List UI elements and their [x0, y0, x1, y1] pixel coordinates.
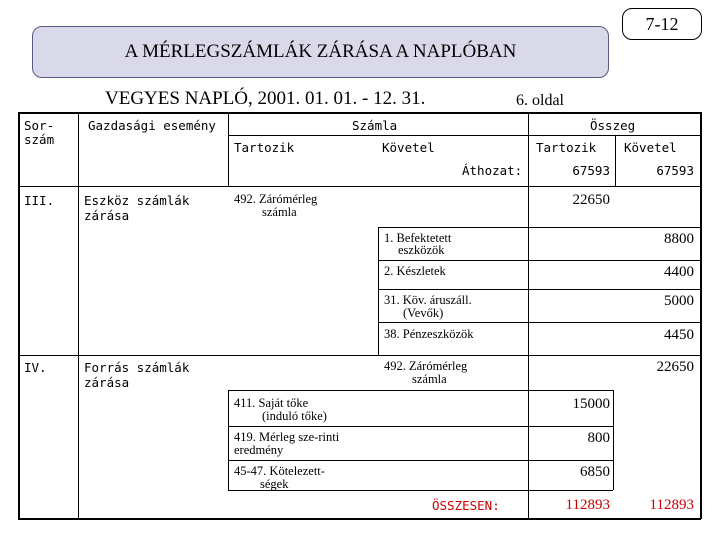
carry-over-label: Áthozat:	[462, 163, 523, 178]
credit-3-amount: 5000	[664, 293, 694, 309]
credit-3-line-2: (Vevők)	[403, 306, 444, 320]
page-label: 6. oldal	[516, 92, 564, 109]
section-4-number: IV.	[24, 360, 47, 375]
debit-2-line-2: eredmény	[234, 443, 284, 457]
credit-4-amount: 4450	[664, 327, 694, 343]
section-4-event-line-1: Forrás számlák	[84, 360, 190, 375]
carry-over-tartozik: 67593	[572, 163, 610, 178]
credit-1-line-1: 1. Befektetett	[384, 231, 452, 245]
header-sorszam-2: szám	[24, 132, 55, 147]
section-4-event-line-2: zárása	[84, 375, 130, 390]
total-kovetel: 112893	[649, 497, 694, 513]
section-3-debit-amount: 22650	[572, 192, 610, 208]
credit-2-line-1: 2. Készletek	[384, 264, 446, 278]
header-osszeg-tartozik: Tartozik	[536, 140, 597, 155]
journal-subtitle: VEGYES NAPLÓ, 2001. 01. 01. - 12. 31.	[105, 88, 426, 109]
header-tartozik: Tartozik	[234, 140, 295, 155]
total-tartozik: 112893	[565, 497, 610, 513]
slide-number: 7-12	[622, 8, 702, 40]
debit-1-line-2: (induló tőke)	[262, 409, 327, 423]
section-3-debit-line-2: számla	[262, 205, 297, 219]
section-3-event-line-1: Eszköz számlák	[84, 193, 190, 208]
section-3-debit-line-1: 492. Zárómérleg	[234, 192, 318, 206]
header-szamla: Számla	[352, 118, 398, 133]
header-gazdasagi-esemeny: Gazdasági esemény	[88, 118, 216, 133]
credit-4-line-1: 38. Pénzeszközök	[384, 327, 474, 341]
section-4-credit-line-1: 492. Zárómérleg	[384, 359, 468, 373]
header-sorszam-1: Sor-	[24, 118, 55, 133]
debit-2-amount: 800	[587, 430, 610, 446]
debit-2-line-1: 419. Mérleg sze-rinti	[234, 430, 340, 444]
header-kovetel: Követel	[382, 140, 435, 155]
debit-3-line-2: ségek	[260, 477, 289, 491]
page-title: A MÉRLEGSZÁMLÁK ZÁRÁSA A NAPLÓBAN	[32, 26, 609, 78]
debit-3-line-1: 45-47. Kötelezett-	[234, 464, 325, 478]
header-osszeg: Összeg	[590, 118, 636, 133]
carry-over-kovetel: 67593	[656, 163, 694, 178]
debit-3-amount: 6850	[580, 464, 610, 480]
section-3-event-line-2: zárása	[84, 208, 130, 223]
credit-1-line-2: eszközök	[398, 243, 445, 257]
header-osszeg-kovetel: Követel	[624, 140, 677, 155]
debit-1-amount: 15000	[572, 396, 610, 412]
section-3-number: III.	[24, 193, 55, 208]
debit-1-line-1: 411. Saját tőke	[234, 396, 309, 410]
section-4-credit-line-2: számla	[412, 372, 447, 386]
credit-1-amount: 8800	[664, 231, 694, 247]
credit-2-amount: 4400	[664, 264, 694, 280]
credit-3-line-1: 31. Köv. áruszáll.	[384, 293, 472, 307]
total-label: ÖSSZESEN:	[432, 498, 500, 513]
section-4-credit-amount: 22650	[656, 359, 694, 375]
